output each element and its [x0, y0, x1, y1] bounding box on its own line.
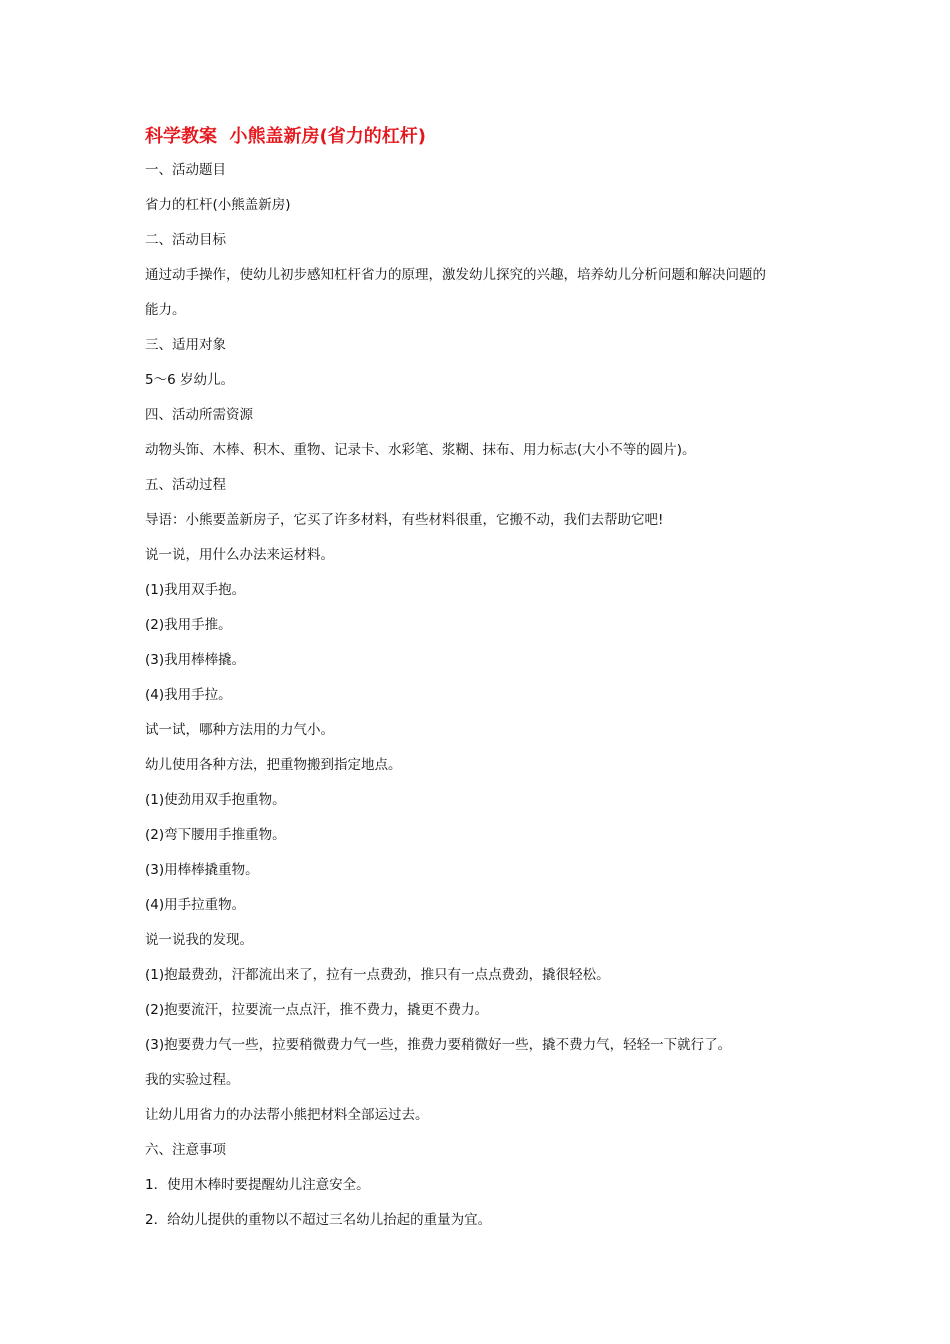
text-line: (3)抱要费力气一些，拉要稍微费力气一些，推费力要稍微好一些，撬不费力气，轻轻一下就行了。 [145, 1037, 732, 1053]
text-line: 四、活动所需资源 [145, 407, 253, 423]
document-lines [145, 153, 825, 1238]
text-line: 导语：小熊要盖新房子，它买了许多材料，有些材料很重，它搬不动，我们去帮助它吧! [145, 512, 664, 528]
text-line: 试一试，哪种方法用的力气小。 [145, 722, 334, 738]
text-line: (2)我用手推。 [145, 617, 232, 633]
text-line: 五、活动过程 [145, 477, 226, 493]
text-line: 通过动手操作，使幼儿初步感知杠杆省力的原理，激发幼儿探究的兴趣，培养幼儿分析问题和解决问题的 [145, 267, 766, 283]
text-line: (3)我用棒棒撬。 [145, 652, 246, 668]
text-line: (1)使劲用双手抱重物。 [145, 792, 286, 808]
document-body [145, 124, 825, 1238]
text-line: 二、活动目标 [145, 232, 226, 248]
text-line: 说一说，用什么办法来运材料。 [145, 547, 334, 563]
text-line: 能力。 [145, 302, 186, 318]
text-line: (2)弯下腰用手推重物。 [145, 827, 286, 843]
text-line: (4)用手拉重物。 [145, 897, 246, 913]
document-title: 科学教案 小熊盖新房(省力的杠杆) [145, 126, 426, 147]
text-line: (1)我用双手抱。 [145, 582, 246, 598]
text-line: (3)用棒棒撬重物。 [145, 862, 259, 878]
text-line: (4)我用手拉。 [145, 687, 232, 703]
text-line: 幼儿使用各种方法，把重物搬到指定地点。 [145, 757, 402, 773]
text-line: 1．使用木棒时要提醒幼儿注意安全。 [145, 1177, 370, 1193]
text-line: 5～6 岁幼儿。 [145, 372, 234, 388]
text-line: 让幼儿用省力的办法帮小熊把材料全部运过去。 [145, 1107, 429, 1123]
text-line: 六、注意事项 [145, 1142, 226, 1158]
text-line: 省力的杠杆(小熊盖新房) [145, 197, 291, 213]
text-line: 动物头饰、木棒、积木、重物、记录卡、水彩笔、浆糊、抹布、用力标志(大小不等的圆片)。 [145, 442, 696, 458]
text-line: 三、适用对象 [145, 337, 226, 353]
text-line: (1)抱最费劲，汗都流出来了，拉有一点费劲，推只有一点点费劲，撬很轻松。 [145, 967, 610, 983]
text-line: 2．给幼儿提供的重物以不超过三名幼儿抬起的重量为宜。 [145, 1212, 492, 1228]
text-line: 说一说我的发现。 [145, 932, 253, 948]
text-line: 我的实验过程。 [145, 1072, 240, 1088]
text-line: (2)抱要流汗，拉要流一点点汗，推不费力，撬更不费力。 [145, 1002, 489, 1018]
text-line: 一、活动题目 [145, 162, 226, 178]
